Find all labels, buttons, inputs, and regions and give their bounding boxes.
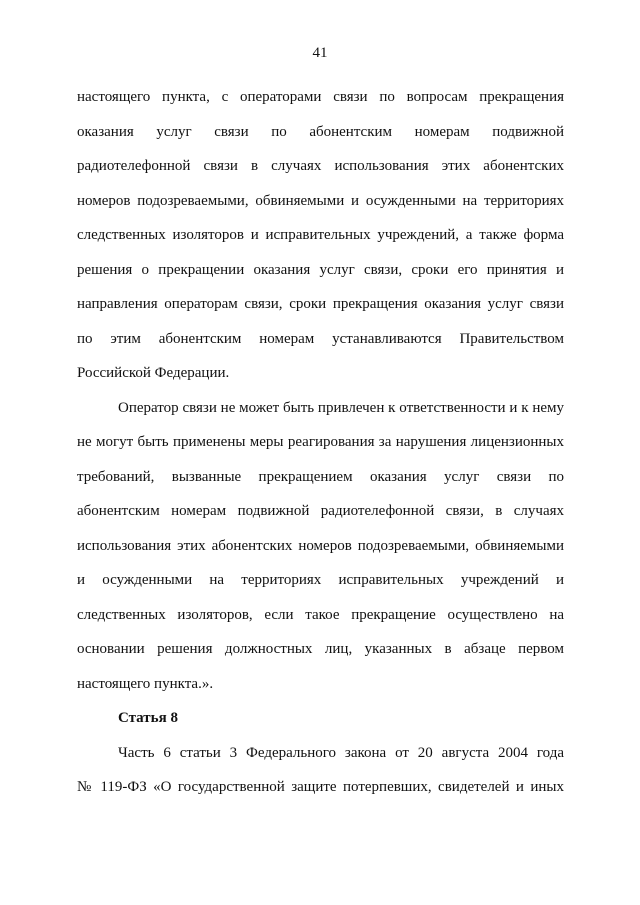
text-line: следственных изоляторов и исправительных учреждений, а также форма	[77, 227, 564, 243]
text-line: Российской Федерации.	[77, 365, 230, 381]
text-line: решения о прекращении оказания услуг связи, сроки его принятия и	[77, 262, 564, 278]
text-line: требований, вызванные прекращением оказания услуг связи по	[77, 469, 564, 485]
text-line: настоящего пункта.».	[77, 676, 214, 692]
text-line: Часть 6 статьи 3 Федерального закона от 20 августа 2004 года	[118, 745, 564, 761]
article-heading: Статья 8	[118, 710, 178, 726]
text-line: радиотелефонной связи в случаях использования этих абонентских	[77, 158, 564, 174]
page-number: 41	[312, 45, 328, 61]
text-line: использования этих абонентских номеров подозреваемыми, обвиняемыми	[77, 538, 564, 554]
text-line: по этим абонентским номерам устанавливаются Правительством	[77, 331, 564, 347]
text-line: абонентским номерам подвижной радиотелефонной связи, в случаях	[77, 503, 564, 519]
text-line: основании решения должностных лиц, указанных в абзаце первом	[77, 641, 564, 657]
text-line: оказания услуг связи по абонентским номерам подвижной	[77, 124, 564, 140]
text-line: настоящего пункта, с операторами связи по вопросам прекращения	[77, 89, 564, 105]
text-line: и осужденными на территориях исправительных учреждений и	[77, 572, 564, 588]
text-line: номеров подозреваемыми, обвиняемыми и осужденными на территориях	[77, 193, 564, 209]
text-line: следственных изоляторов, если такое прекращение осуществлено на	[77, 607, 564, 623]
text-line: направления операторам связи, сроки прекращения оказания услуг связи	[77, 296, 564, 312]
text-line: не могут быть применены меры реагирования за нарушения лицензионных	[77, 434, 564, 450]
text-line: Оператор связи не может быть привлечен к ответственности и к нему	[118, 400, 564, 416]
text-line: № 119-ФЗ «О государственной защите потерпевших, свидетелей и иных	[77, 779, 564, 795]
